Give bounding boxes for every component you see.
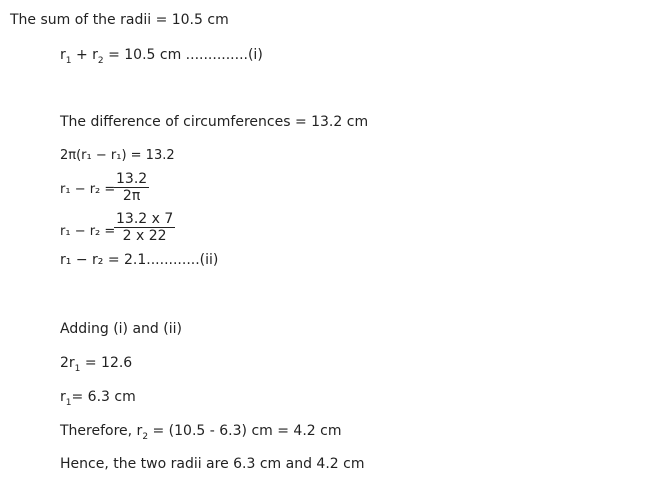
numerator: 13.2 <box>116 171 148 187</box>
denominator: 2 x 22 <box>122 228 167 244</box>
t: 2r <box>60 355 75 371</box>
equation-step-3-lhs: r₁ − r₂ = <box>60 224 116 239</box>
equation-step-2-lhs: r₁ − r₂ = <box>60 182 116 197</box>
difference-of-circumferences: The difference of circumferences = 13.2 cm <box>60 114 369 130</box>
t: r <box>60 47 66 63</box>
sum-of-radii: The sum of the radii = 10.5 cm <box>10 12 229 28</box>
equation-r1 <box>60 389 136 408</box>
conclusion: Hence, the two radii are 6.3 cm and 4.2 cm <box>60 456 365 472</box>
numerator: 13.2 x 7 <box>116 211 174 227</box>
fraction-step-2 <box>114 171 149 204</box>
t: + r <box>71 47 98 63</box>
denominator: 2π <box>122 188 141 204</box>
s: 1 <box>74 363 81 374</box>
s: 2 <box>97 55 104 66</box>
t: r <box>60 389 66 405</box>
equation-2r1 <box>60 355 132 374</box>
t: = (10.5 - 6.3) cm = 4.2 cm <box>148 423 342 439</box>
s: 1 <box>65 55 72 66</box>
t: = 12.6 <box>80 355 133 371</box>
equation-r2 <box>60 423 341 442</box>
equation-i <box>60 47 263 66</box>
adding-text: Adding (i) and (ii) <box>60 321 182 337</box>
s: 2 <box>142 431 149 442</box>
equation-ii: r₁ − r₂ = 2.1............(ii) <box>60 252 219 268</box>
t: Therefore, r <box>60 423 143 439</box>
t: = 10.5 cm ..............(i) <box>103 47 263 63</box>
s: 1 <box>65 397 72 408</box>
equation-step-1: 2π(r₁ − r₁) = 13.2 <box>60 148 175 163</box>
fraction-step-3 <box>114 211 175 244</box>
t: = 6.3 cm <box>71 389 136 405</box>
